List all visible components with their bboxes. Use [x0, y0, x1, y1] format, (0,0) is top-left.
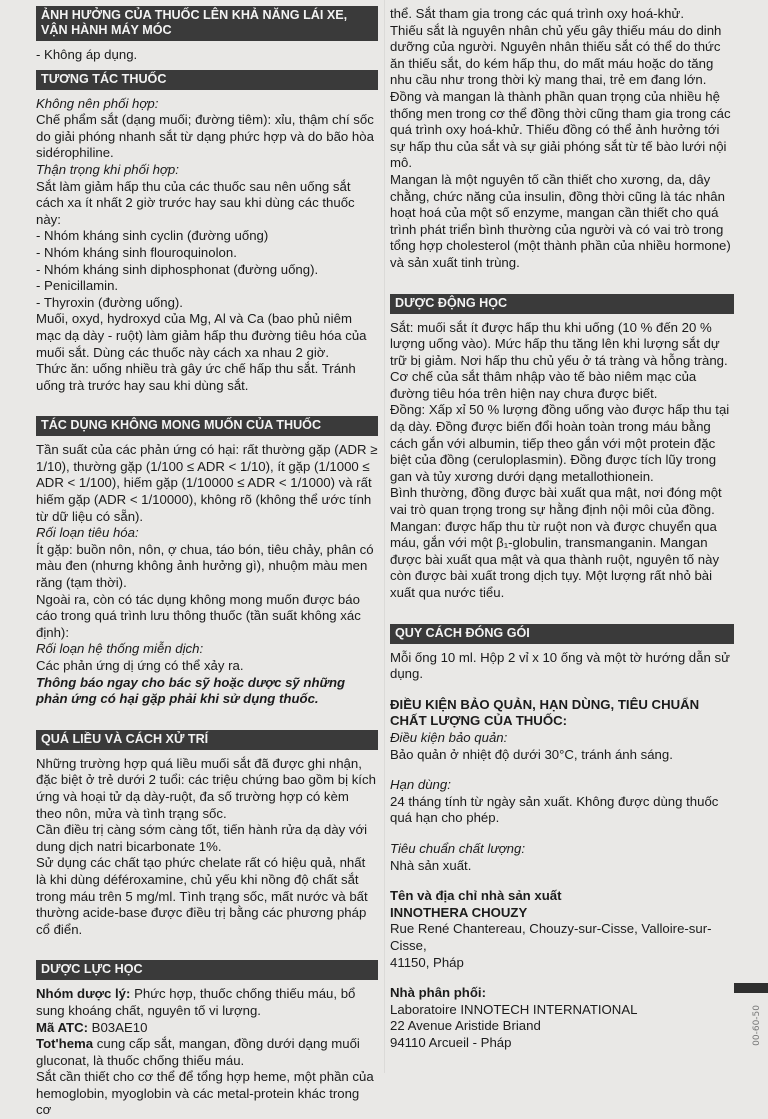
atc-label: Mã ATC:: [36, 1019, 89, 1035]
contra-label: Không nên phối hợp:: [36, 95, 159, 111]
brand-name: Tot'hema: [36, 1036, 94, 1052]
overdose-text-2: Cần điều trị càng sớm càng tốt, tiến hành rửa dạ dày với dung dịch natri bicarbonate 1%.: [36, 822, 368, 854]
edge-marker: [734, 983, 768, 993]
iron-role-text: Sắt cần thiết cho cơ thể để tổng hợp heme, một phần của hemoglobin, myoglobin và các metal-protein khác trong cơ: [36, 1069, 374, 1118]
group-text: Phức hợp, thuốc chống thiếu máu, bổ sung khoáng chất, nguyên tố vi lượng.: [36, 986, 356, 1018]
storage-condition-text: Bảo quản ở nhiệt độ dưới 30°C, tránh ánh sáng.: [390, 746, 673, 762]
quality-standard-text: Nhà sản xuất.: [390, 857, 472, 873]
driving-text: - Không áp dụng.: [36, 47, 138, 62]
overdose-text-3: Sử dụng các chất tạo phức chelate rất có hiệu quả, nhất là khi dùng déféroxamine, chủ yếu khi nồng độ chất sắt trong máu trên 5 mg/ml. Tình trạng sốc, mất nước và bất thường acide-base được điều trị bằng các phương pháp cổ điển.: [36, 855, 368, 937]
contra-text: Chế phẩm sắt (dạng muối; đường tiêm): xỉu, thậm chí sốc do giải phóng nhanh sắt từ dạng phức hợp và do bão hòa sidérophiline.: [36, 112, 374, 161]
section-header-overdose: QUÁ LIỀU VÀ CÁCH XỬ TRÍ: [36, 730, 378, 750]
distributor-label: Nhà phân phối:: [390, 985, 486, 1001]
pk-mangan-text: Mangan: được hấp thu từ ruột non và được chuyển qua máu, gắn với một β₁-globulin, transmanganin. Mangan được bài xuất qua mật và qua thành ruột, nguyên tố này còn được bài xuất trong dịch tụy. Một lượng rất nhỏ bài xuất qua nước tiểu.: [390, 518, 720, 600]
distributor-address-2: 94110 Arcueil - Pháp: [390, 1034, 512, 1050]
gi-label: Rối loạn tiêu hóa:: [36, 525, 139, 541]
storage-title: ĐIỀU KIỆN BẢO QUẢN, HẠN DÙNG, TIÊU CHUẨN CHẤT LƯỢNG CỦA THUỐC:: [390, 696, 700, 729]
caution-text: Sắt làm giảm hấp thu của các thuốc sau nên uống sắt cách xa ít nhất 2 giờ trước hay sau khi dùng các thuốc này:: [36, 178, 355, 227]
interaction-list-item: - Nhóm kháng sinh cyclin (đường uống): [36, 228, 269, 244]
section-header-interactions: TƯƠNG TÁC THUỐC: [36, 70, 378, 90]
pk-excretion-text: Bình thường, đồng được bài xuất qua mật, nơi đóng một vai trò quan trọng trong sự hằng định nội môi của đồng.: [390, 485, 722, 518]
brand-text: cung cấp sắt, mangan, đồng dưới dạng muối gluconat, là thuốc chống thiếu máu.: [36, 1036, 360, 1068]
left-column: [36, 6, 378, 1119]
right-column: [390, 6, 734, 1051]
pk-copper-text: Đồng: Xấp xỉ 50 % lượng đồng uống vào được hấp thu tại dạ dày. Đồng được biến đổi hoàn toàn trong máu bằng cách gắn với albumin, tiếp theo gắn với một protein đặc biệt của đồng (ceruloplasmin). Đồng được tích lũy trong gan và tủy xương dưới dạng metallothionein.: [390, 402, 730, 484]
expiry-label: Hạn dùng:: [390, 777, 451, 793]
section-header-pharmacokinetics: DƯỢC ĐỘNG HỌC: [390, 294, 734, 314]
section-header-driving: ẢNH HƯỞNG CỦA THUỐC LÊN KHẢ NĂNG LÁI XE, VẬN HÀNH MÁY MÓC: [36, 6, 378, 41]
copper-mangan-text: Đồng và mangan là thành phần quan trọng của nhiều hệ thống men trong cơ thể đồng thời cũng tham gia trong các quá trình oxy hoá-khử. Thiếu đồng có thể ảnh hưởng tới sự hấp thu của sắt và sự giải phóng sắt từ tế bào lưới nội mô.: [390, 88, 731, 171]
report-notice: Thông báo ngay cho bác sỹ hoặc dược sỹ những phản ứng có hại gặp phải khi sử dụng thuốc.: [36, 674, 346, 707]
quality-standard-label: Tiêu chuẩn chất lượng:: [390, 840, 525, 856]
caution-label: Thận trọng khi phối hợp:: [36, 161, 179, 177]
pharmacologic-group: [36, 986, 378, 1019]
immune-text: Các phản ứng dị ứng có thể xảy ra.: [36, 658, 244, 673]
adverse-frequency-text: Tần suất của các phản ứng có hại: rất thường gặp (ADR ≥ 1/10), thường gặp (1/100 ≤ ADR < 1/10), ít gặp (1/1000 ≤ ADR < 1/100), hiếm gặp (1/10000 ≤ ADR < 1/1000) và rất hiếm gặp (ADR < 1/10000), không rõ (không thể ước tính từ dữ liệu có sẵn).: [36, 442, 378, 524]
overdose-text-1: Những trường hợp quá liều muối sắt đã được ghi nhận, đặc biệt ở trẻ dưới 2 tuổi: các triệu chứng bao gồm bị kích ứng và hoại tử dạ dày-ruột, đa số trường hợp có kèm theo nôn, mửa và tình trạng sốc.: [36, 755, 376, 821]
manufacturer-name: INNOTHERA CHOUZY: [390, 904, 528, 920]
storage-condition-label: Điều kiện bảo quản:: [390, 729, 508, 745]
page-fold-line: [384, 0, 385, 1073]
brand-line: [36, 1036, 378, 1069]
section-header-adverse: TÁC DỤNG KHÔNG MONG MUỐN CỦA THUỐC: [36, 416, 378, 436]
packaging-text: Mỗi ống 10 ml. Hộp 2 vỉ x 10 ống và một tờ hướng dẫn sử dụng.: [390, 649, 730, 682]
post-marketing-text: Ngoài ra, còn có tác dụng không mong muốn được báo cáo trong quá trình lưu thông thuốc (tần suất không xác định):: [36, 591, 361, 640]
mangan-role-text: Mangan là một nguyên tố cần thiết cho xương, da, dây chằng, chức năng của insulin, đồng thời cũng là tác nhân hoạt hoá của một số enzyme, mangan cần thiết cho quá trình phát triển bình thường của người và có vai trò trong tổng hợp cholesterol (một thành phần của nhiều hormone) và sản xuất tinh trùng.: [390, 171, 731, 270]
interaction-list-item: - Nhóm kháng sinh diphosphonat (đường uống).: [36, 261, 319, 277]
manufacturer-address-1: Rue René Chantereau, Chouzy-sur-Cisse, Valloire-sur-Cisse,: [390, 921, 712, 953]
manufacturer-label: Tên và địa chỉ nhà sản xuất: [390, 888, 562, 904]
distributor-name: Laboratoire INNOTECH INTERNATIONAL: [390, 1001, 638, 1017]
section-header-packaging: QUY CÁCH ĐÓNG GÓI: [390, 624, 734, 644]
food-text: Thức ăn: uống nhiều trà gây ức chế hấp thu sắt. Tránh uống trà trước hay sau khi dùng sắt.: [36, 361, 356, 393]
interaction-list-item: - Nhóm kháng sinh flouroquinolon.: [36, 244, 237, 260]
section-header-pharmacodynamics: DƯỢC LỰC HỌC: [36, 960, 378, 980]
pk-iron-text: Sắt: muối sắt ít được hấp thu khi uống (10 % đến 20 % lượng uống vào). Mức hấp thu tăng lên khi lượng sắt dự trữ bị giảm. Nơi hấp thu chủ yếu ở tá tràng và hỗng tràng. Cơ chế của sắt thâm nhập vào tế bào niêm mạc của đường tiêu hóa trên hiện nay chưa được biết.: [390, 319, 728, 401]
gi-text: Ít gặp: buồn nôn, nôn, ợ chua, táo bón, tiêu chảy, phân có màu đen (nhưng không ảnh hưởng gì), nhuộm màu men răng (tạm thời).: [36, 541, 374, 591]
interaction-list-item: - Thyroxin (đường uống).: [36, 294, 183, 310]
group-label: Nhóm dược lý:: [36, 986, 131, 1002]
distributor-address-1: 22 Avenue Aristide Briand: [390, 1018, 541, 1034]
expiry-text: 24 tháng tính từ ngày sản xuất. Không được dùng thuốc quá hạn cho phép.: [390, 793, 719, 826]
manufacturer-address-2: 41150, Pháp: [390, 954, 464, 970]
atc-code-line: [36, 1020, 378, 1037]
atc-code: B03AE10: [88, 1019, 148, 1035]
salts-text: Muối, oxyd, hydroxyd của Mg, Al và Ca (bao phủ niêm mạc dạ dày - ruột) làm giảm hấp thu đường tiêu hóa của muối sắt. Dùng các thuốc này cách xa nhau 2 giờ.: [36, 311, 367, 360]
deficiency-text: Thiếu sắt là nguyên nhân chủ yếu gây thiếu máu do dinh dưỡng của người. Nguyên nhân thiếu sắt có thể do thức ăn thiếu sắt, do kém hấp thu, do mất máu hoặc do tăng nhu cầu như trong thời kỳ mang thai, trẻ em đang lớn.: [390, 22, 722, 88]
interaction-list-item: - Penicillamin.: [36, 278, 119, 294]
edge-print-code: 00-60-50: [752, 1005, 762, 1046]
continued-text: thể. Sắt tham gia trong các quá trình oxy hoá-khử.: [390, 6, 684, 21]
immune-label: Rối loạn hệ thống miễn dịch:: [36, 641, 204, 657]
